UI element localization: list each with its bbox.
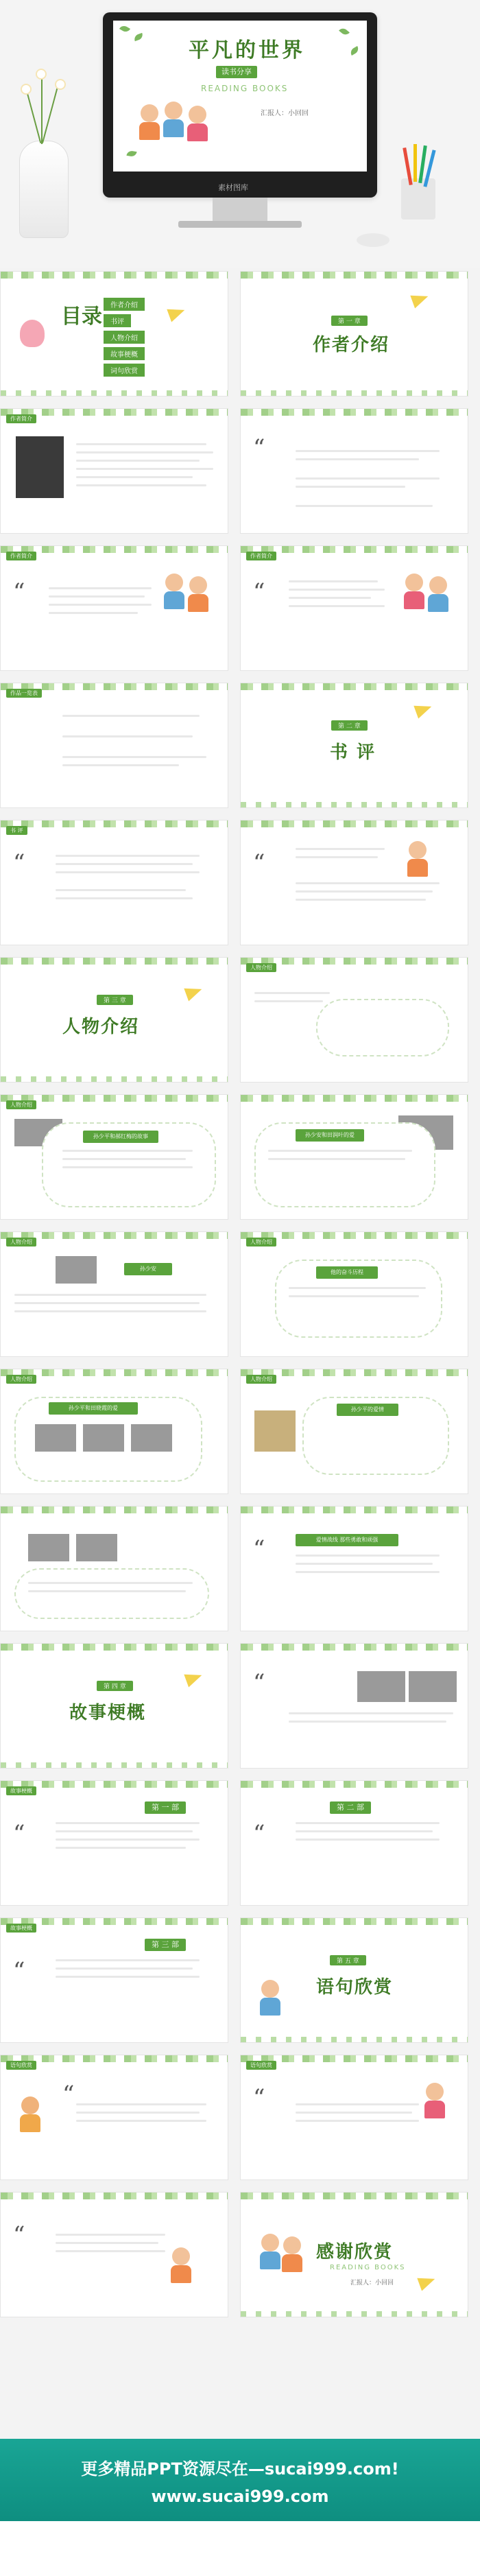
ending-reporter: 汇报人：小回回: [350, 2280, 394, 2287]
children-illustration: [134, 102, 223, 150]
toc-item[interactable]: 故事梗概: [104, 347, 145, 360]
chapter-badge: 第 五 章: [330, 1955, 366, 1965]
section-tag: 人物介绍: [246, 963, 276, 972]
quote-icon: “: [13, 578, 25, 606]
slide-story-part-1: [0, 1780, 228, 1906]
toc-item[interactable]: 书评: [104, 314, 131, 327]
chapter-badge: 第 四 章: [97, 1681, 133, 1691]
slide-chapter-5: [240, 1917, 468, 2043]
chapter-badge: 第 二 章: [331, 720, 368, 731]
paper-plane-icon: [410, 289, 430, 308]
section-tag: 故事梗概: [6, 1786, 36, 1795]
cover-title: 平凡的世界: [189, 38, 305, 62]
paper-plane-icon: [184, 1668, 204, 1687]
cover-badge: 读书分享: [216, 66, 257, 78]
toc-item[interactable]: 作者介绍: [104, 298, 145, 311]
section-tag: 人物介绍: [6, 1375, 36, 1384]
flower-icon: [36, 69, 47, 80]
character-photo: [28, 1534, 69, 1561]
character-photo: [83, 1424, 124, 1452]
character-card: [316, 999, 449, 1056]
slide-story-part-2: [240, 1780, 468, 1906]
slide-characters-2: [0, 1094, 228, 1220]
quote-icon: “: [253, 1820, 265, 1847]
slide-characters-7: [240, 1369, 468, 1494]
slide-author-intro-3: [240, 545, 468, 671]
section-tag: 作品一览表: [6, 689, 42, 698]
character-photo: [76, 1534, 117, 1561]
leaf-icon: [126, 150, 136, 157]
slide-review-2: [240, 820, 468, 945]
leaf-icon: [133, 33, 144, 41]
quote-icon: “: [253, 849, 265, 877]
slide-sentences-3: [0, 2192, 228, 2317]
section-tag: 人物介绍: [246, 1375, 276, 1384]
slide-toc: [0, 271, 228, 397]
quote-icon: “: [62, 2081, 75, 2108]
character-name: 他的奋斗历程: [316, 1266, 378, 1279]
footer-blank: [0, 2521, 480, 2576]
quote-icon: “: [253, 2084, 265, 2112]
slide-chapter-4: [0, 1643, 228, 1769]
chapter-badge: 第 一 章: [331, 316, 368, 326]
mouse-icon: [357, 233, 389, 247]
slide-sentences-2: [240, 2055, 468, 2180]
slide-characters-6: [0, 1369, 228, 1494]
slide-characters-5: [240, 1231, 468, 1357]
character-name: 孙少安和田润叶的爱: [296, 1129, 364, 1142]
quote-icon: “: [253, 578, 265, 606]
quote-icon: “: [253, 434, 265, 462]
leaf-icon: [349, 46, 360, 56]
section-tag: 语句欣赏: [246, 2061, 276, 2070]
chapter-badge: 第 三 章: [97, 995, 133, 1005]
slide-author-profile: [0, 408, 228, 534]
flower-icon: [55, 79, 66, 90]
cover-slide: [113, 21, 367, 172]
character-photo: [131, 1424, 172, 1452]
slide-review-1: [0, 820, 228, 945]
leaf-icon: [119, 24, 130, 34]
slide-characters-8: [0, 1506, 228, 1631]
slide-story-photos: [240, 1643, 468, 1769]
character-name: 孙少平和郝红梅的故事: [83, 1131, 158, 1143]
story-photo: [409, 1671, 457, 1702]
slide-works: [0, 683, 228, 808]
cover-english-subtitle: READING BOOKS: [201, 84, 289, 93]
character-name: 孙少安: [124, 1263, 172, 1275]
quote-icon: “: [253, 1669, 265, 1697]
chapter-title: 作者介绍: [313, 335, 390, 355]
chapter-title: 人物介绍: [62, 1017, 140, 1037]
vase-icon: [19, 141, 69, 238]
flower-pot-icon: [20, 320, 45, 347]
slide-characters-3: [240, 1094, 468, 1220]
promo-banner[interactable]: [0, 2439, 480, 2521]
spacer: [0, 2329, 480, 2439]
slide-chapter-2: [240, 683, 468, 808]
story-part-badge: 第 二 部: [330, 1801, 371, 1814]
section-tag: 人物介绍: [6, 1238, 36, 1246]
slide-author-intro-2: [0, 545, 228, 671]
ending-title: 感谢欣赏: [316, 2242, 394, 2262]
slide-characters-1: [240, 957, 468, 1083]
chapter-title: 语句欣赏: [316, 1977, 394, 1998]
paper-plane-icon: [413, 700, 433, 718]
slide-author-timeline: [240, 408, 468, 534]
character-name: 孙少平和田晓霞的爱: [49, 1402, 138, 1415]
cover-reporter: 汇报人：小回回: [261, 110, 309, 117]
monitor-base: [178, 221, 302, 228]
section-tag: 人物介绍: [6, 1100, 36, 1109]
quote-icon: “: [13, 1957, 25, 1985]
quote-icon: “: [13, 2221, 25, 2249]
slide-chapter-1: [240, 271, 468, 397]
chapter-title: 故事梗概: [69, 1703, 147, 1723]
banner-line-2[interactable]: www.sucai999.com: [151, 2487, 329, 2506]
character-photo: [35, 1424, 76, 1452]
slide-story-part-3: [0, 1917, 228, 2043]
slide-ending: [240, 2192, 468, 2317]
section-tag: 人物介绍: [246, 1238, 276, 1246]
ending-english: READING BOOKS: [330, 2264, 406, 2271]
section-tag: 作者简介: [246, 552, 276, 560]
pencil-cup-icon: [401, 178, 435, 220]
monitor-stand: [213, 198, 267, 222]
quote-icon: “: [13, 1820, 25, 1847]
quote-icon: “: [253, 1535, 265, 1563]
section-tag: 作者简介: [6, 552, 36, 560]
paper-plane-icon: [184, 982, 204, 1001]
character-card: [14, 1568, 209, 1619]
toc-item[interactable]: 人物介绍: [104, 331, 145, 344]
monitor-watermark: 素材图库: [218, 183, 248, 192]
paper-plane-icon: [417, 2272, 437, 2291]
banner-line-1[interactable]: 更多精品PPT资源尽在—sucai999.com!: [81, 2459, 399, 2479]
leaf-icon: [339, 26, 350, 36]
section-tag: 故事梗概: [6, 1924, 36, 1933]
character-photo: [56, 1256, 97, 1284]
slide-sentences-1: [0, 2055, 228, 2180]
chapter-title: 书 评: [330, 742, 376, 763]
slide-chapter-3: [0, 957, 228, 1083]
toc-heading: 目录: [61, 305, 102, 329]
quote-icon: “: [13, 849, 25, 877]
character-photo: [254, 1410, 296, 1452]
cover-hero: [0, 0, 480, 268]
slide-characters-4: [0, 1231, 228, 1357]
story-part-badge: 第 三 部: [145, 1939, 186, 1951]
slide-characters-9: [240, 1506, 468, 1631]
toc-item[interactable]: 词句欣赏: [104, 364, 145, 377]
section-tag: 书 评: [6, 826, 27, 835]
story-part-badge: 第 一 部: [145, 1801, 186, 1814]
section-tag: 作者简介: [6, 414, 36, 423]
story-photo: [357, 1671, 405, 1702]
character-name: 爱情战线 那些勇敢和顽强: [296, 1534, 398, 1546]
section-tag: 语句欣赏: [6, 2061, 36, 2070]
flower-icon: [21, 84, 32, 95]
character-name: 孙少平的爱情: [337, 1404, 398, 1416]
author-photo: [16, 436, 64, 498]
